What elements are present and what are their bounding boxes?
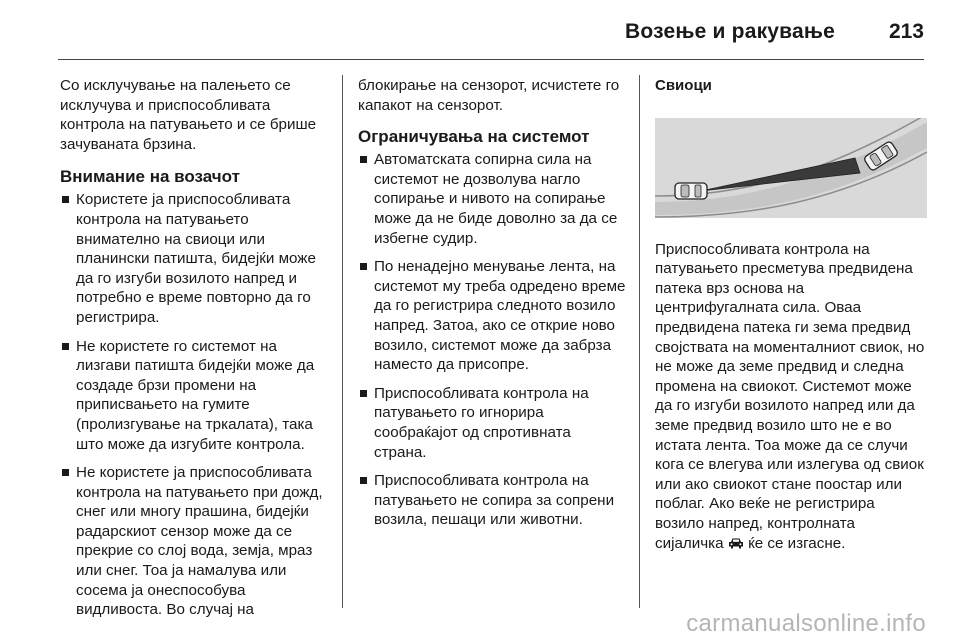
column-divider-2 (639, 75, 640, 608)
section-title: Возење и ракување (625, 20, 835, 43)
curves-paragraph: Приспособливата контрола на патувањето пресметува предвидена патека врз основа на центрифугалната сила. Оваа предвидена патека ги зема предвид својствата на моменталниот свиок, но не може да земе предвид и следна промена на свиокот. Системот може да го изгуби возилото напред или да земе предвид возило што не е во истата лента. Тоа може да се случи кога се влегува или излегува од свиок или ако свиокот стане поостар или поблаг. Ако веќе не регистрира возило напред, контролната сијаличка ќе се изгасне. (655, 240, 925, 552)
curve-road-cars-illustration (655, 118, 927, 218)
page-number: 213 (888, 20, 924, 43)
bullet-icon (360, 477, 367, 484)
list-item: Автоматската сопирна сила на системот не дозволува нагло сопирање и нивото на сопирање може да не биде доволно за да се избегне судир. (358, 150, 626, 248)
list-item: Приспособливата контрола на патувањето не сопира за сопрени возила, пешаци или животни. (358, 471, 626, 530)
warning-list (60, 190, 328, 619)
watermark: carmanualsonline.info (686, 610, 926, 637)
limits-heading: Ограничувања на системот (358, 127, 590, 147)
curves-heading: Свиоци (655, 77, 712, 94)
bullet-icon (62, 469, 69, 476)
bullet-icon (360, 390, 367, 397)
bullet-icon (62, 196, 69, 203)
bullet-icon (62, 343, 69, 350)
list-item: Не користете ја приспособливата контрола на патувањето при дожд, снег или многу прашина, бидејќи радарскиот сензор може да се прекрие со слој вода, земја, мраз или снег. Тоа ја намалува или сосема ја онеспособува видливоста. Во случај на (60, 463, 328, 620)
warning-heading: Внимание на возачот (60, 167, 240, 187)
list-item: Приспособливата контрола на патувањето го игнорира сообраќајот од спротивната страна. (358, 384, 626, 462)
vehicle-ahead-icon (728, 537, 744, 549)
bullet-icon (360, 156, 367, 163)
bullet-icon (360, 263, 367, 270)
list-item: Користете ја приспособливата контрола на патувањето внимателно на свиоци или планински патишта, бидејќи може да го изгуби возилото напред и потребно е време повторно да го регистрира. (60, 190, 328, 327)
continuation-paragraph: блокирање на сензорот, исчистете го капакот на сензорот. (358, 77, 620, 114)
header-divider (58, 59, 924, 60)
list-item: По ненадејно менување лента, на системот му треба одредено време да го регистрира следното возило напред. Затоа, ако се открие ново возило, системот може да забрза наместо да присопре. (358, 257, 626, 375)
column-2 (358, 76, 626, 539)
list-item: Не користете го системот на лизгави патишта бидејќи може да создаде брзи промени на приписвањето на гумите (пролизгување на тркалата), така што може да изгубите контрола. (60, 337, 328, 455)
column-1 (60, 76, 328, 629)
column-3 (655, 76, 927, 553)
column-divider-1 (342, 75, 343, 608)
limits-list (358, 150, 626, 530)
intro-paragraph: Со исклучување на палењето се исклучува и приспособливата контрола на патувањето и се брише зачуваната брзина. (60, 77, 317, 153)
